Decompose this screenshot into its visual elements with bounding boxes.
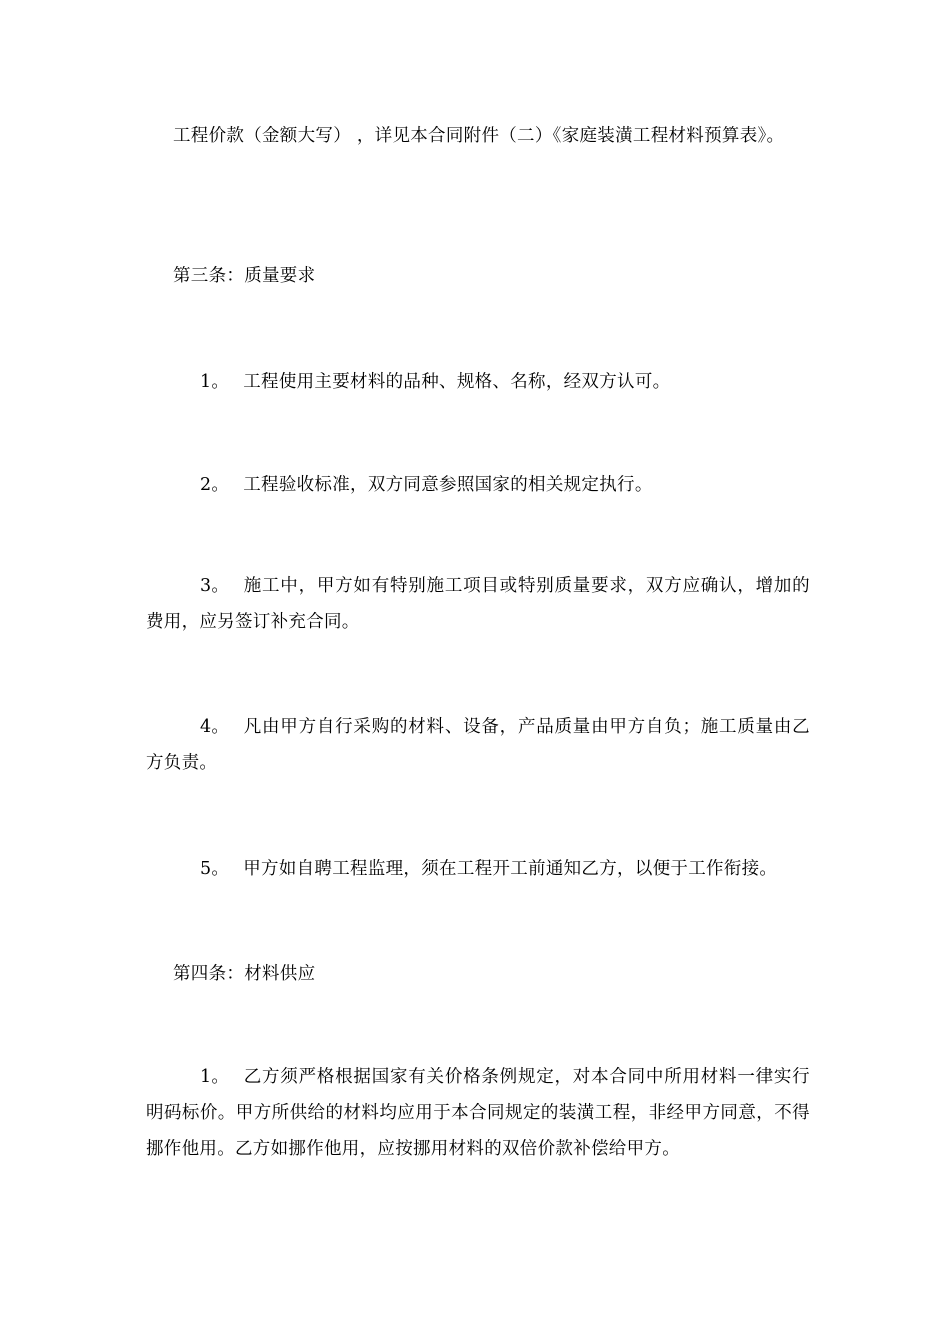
article-3-item-2 [146,467,810,503]
item-text: 施工中，甲方如有特别施工项目或特别质量要求，双方应确认，增加的费用，应另签订补充合同。 [146,576,810,632]
item-text: 工程使用主要材料的品种、规格、名称，经双方认可。 [243,372,671,392]
item-number: 4。 [200,717,230,737]
article-4-heading: 第四条：材料供应 [173,964,316,984]
item-text: 凡由甲方自行采购的材料、设备，产品质量由甲方自负；施工质量由乙方负责。 [146,717,810,773]
article-3-item-4 [146,709,810,781]
article-3-heading: 第三条：质量要求 [173,266,316,286]
article-3-item-1 [146,364,810,400]
item-text: 乙方须严格根据国家有关价格条例规定，对本合同中所用材料一律实行明码标价。甲方所供给的材料均应用于本合同规定的装潢工程，非经甲方同意，不得挪作他用。乙方如挪作他用，应按挪用材料的双倍价款补偿给甲方。 [146,1067,810,1159]
item-text: 甲方如自聘工程监理，须在工程开工前通知乙方，以便于工作衔接。 [243,859,778,879]
item-number: 1。 [200,372,230,392]
article-3-item-3 [146,568,810,640]
intro-paragraph: 工程价款（金额大写） ，详见本合同附件（二）《家庭装潢工程材料预算表》。 [173,126,785,146]
item-number: 2。 [200,475,230,495]
article-3-item-5 [146,851,810,887]
article-4-item-1 [146,1059,810,1167]
item-number: 5。 [200,859,230,879]
item-text: 工程验收标准，双方同意参照国家的相关规定执行。 [243,475,653,495]
item-number: 3。 [200,576,230,596]
item-number: 1。 [200,1067,230,1087]
